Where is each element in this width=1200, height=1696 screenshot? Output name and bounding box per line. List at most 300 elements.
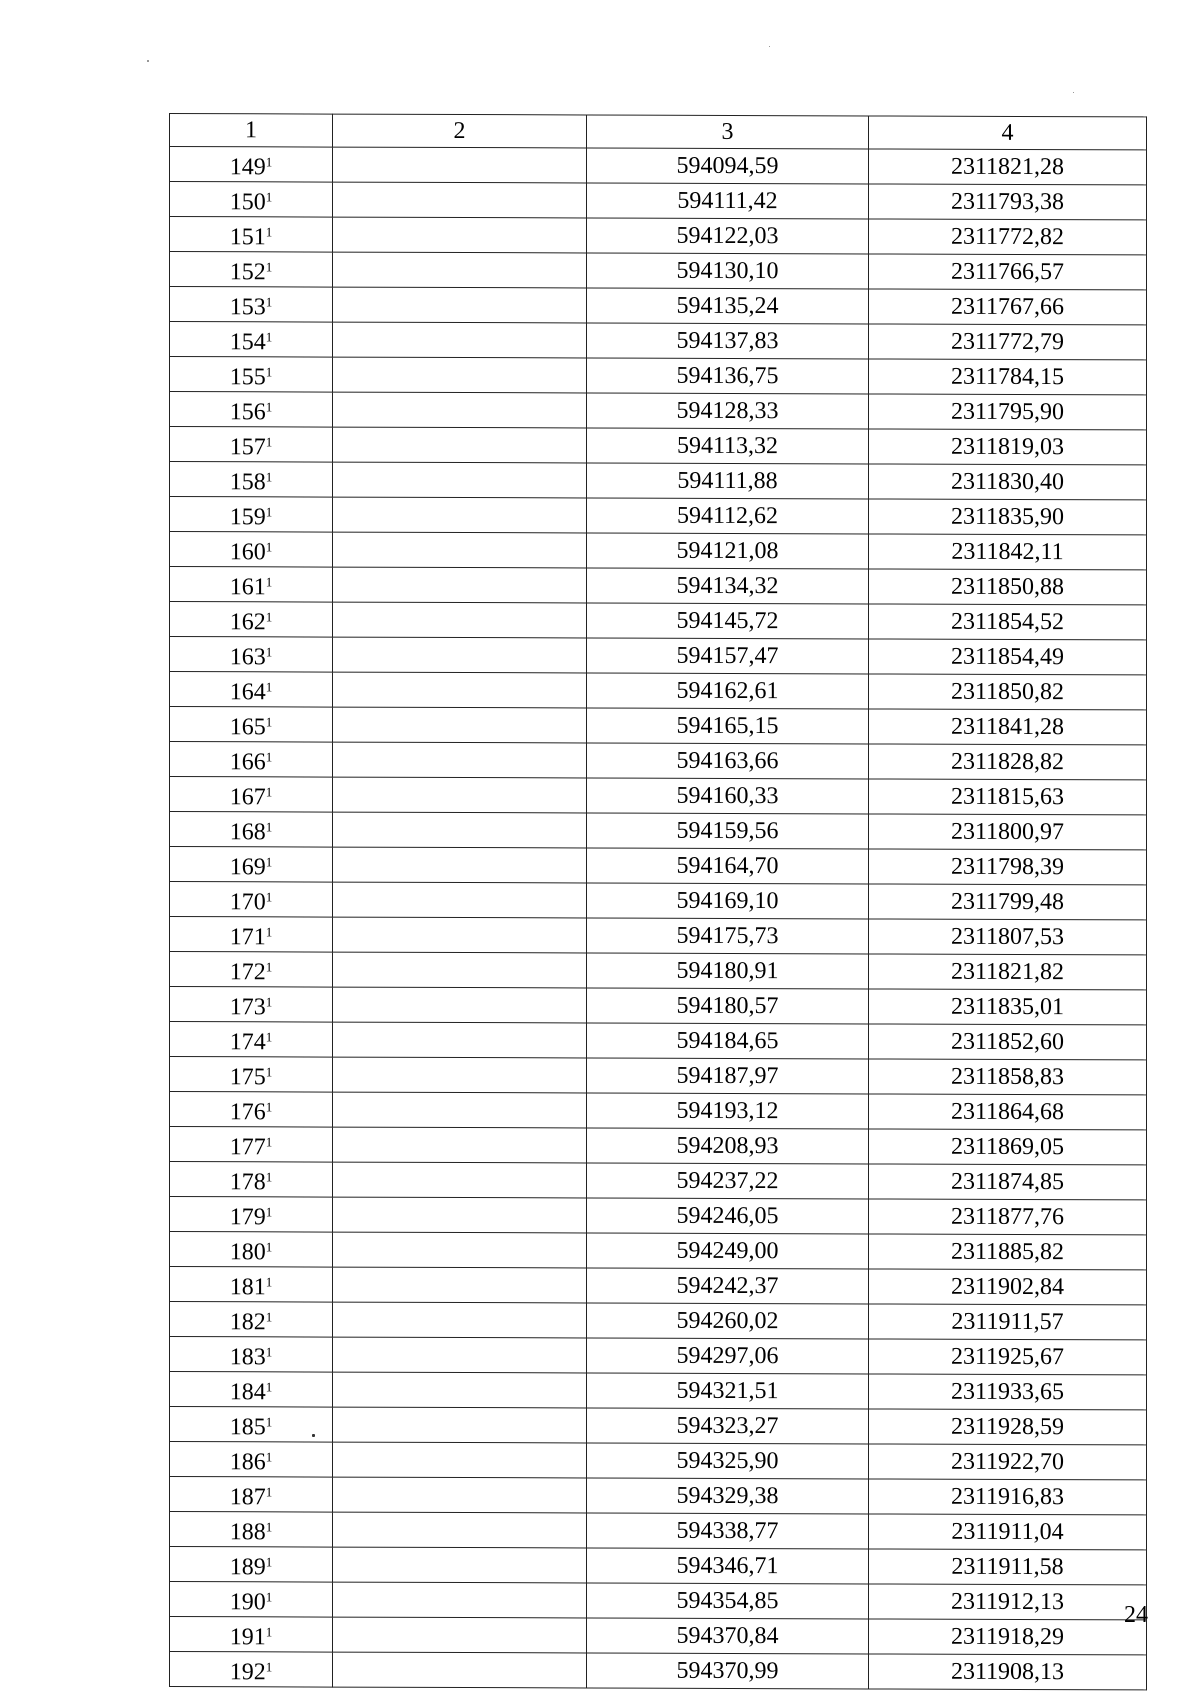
col2-cell <box>333 1477 587 1513</box>
point-number: 164 <box>229 678 266 705</box>
y-coordinate-cell: 2311854,49 <box>869 639 1147 675</box>
col2-cell <box>333 462 587 498</box>
x-coordinate-cell: 594370,84 <box>587 1618 869 1654</box>
y-coordinate-cell: 2311925,67 <box>869 1339 1147 1375</box>
table-row <box>170 671 1147 709</box>
point-number-cell <box>170 146 333 182</box>
y-coordinate-cell: 2311911,58 <box>869 1549 1147 1585</box>
point-superscript: 1 <box>265 923 273 939</box>
point-number-cell <box>170 741 333 777</box>
x-coordinate-cell: 594242,37 <box>587 1268 869 1304</box>
table-row <box>170 776 1147 814</box>
point-superscript: 1 <box>265 1343 273 1359</box>
point-number-cell <box>170 461 333 497</box>
col2-cell <box>333 427 587 463</box>
col2-cell <box>333 532 587 568</box>
x-coordinate-cell: 594370,99 <box>587 1653 869 1689</box>
point-number: 188 <box>229 1518 266 1545</box>
table-row <box>170 1371 1147 1409</box>
y-coordinate-cell: 2311799,48 <box>869 884 1147 920</box>
col2-cell <box>333 1197 587 1233</box>
point-number-cell <box>170 636 333 672</box>
table-row <box>170 811 1147 849</box>
x-coordinate-cell: 594162,61 <box>587 673 869 709</box>
point-number-cell <box>170 1616 333 1652</box>
y-coordinate-cell: 2311841,28 <box>869 709 1147 745</box>
point-number-cell <box>170 1441 333 1477</box>
point-number: 163 <box>229 643 266 670</box>
y-coordinate-cell: 2311800,97 <box>869 814 1147 850</box>
point-superscript: 1 <box>265 678 273 694</box>
point-superscript: 1 <box>265 258 273 274</box>
col2-cell <box>333 1337 587 1373</box>
point-number-cell <box>170 1336 333 1372</box>
y-coordinate-cell: 2311828,82 <box>869 744 1147 780</box>
point-number-cell <box>170 1546 333 1582</box>
point-number-cell <box>170 881 333 917</box>
x-coordinate-cell: 594128,33 <box>587 393 869 429</box>
point-superscript: 1 <box>265 1238 273 1254</box>
point-number-cell <box>170 321 333 357</box>
x-coordinate-cell: 594321,51 <box>587 1373 869 1409</box>
scan-speck <box>769 46 770 47</box>
col2-cell <box>333 1407 587 1443</box>
col2-cell <box>333 1232 587 1268</box>
table-row <box>170 706 1147 744</box>
table-row <box>170 881 1147 919</box>
point-superscript: 1 <box>265 643 273 659</box>
point-number: 166 <box>229 748 266 775</box>
point-superscript: 1 <box>265 958 273 974</box>
point-number: 158 <box>229 468 266 495</box>
x-coordinate-cell: 594175,73 <box>587 918 869 954</box>
point-number-cell <box>170 426 333 462</box>
point-number-cell <box>170 1056 333 1092</box>
y-coordinate-cell: 2311793,38 <box>869 184 1147 220</box>
x-coordinate-cell: 594180,57 <box>587 988 869 1024</box>
table-row <box>170 566 1147 604</box>
x-coordinate-cell: 594246,05 <box>587 1198 869 1234</box>
x-coordinate-cell: 594169,10 <box>587 883 869 919</box>
x-coordinate-cell: 594134,32 <box>587 568 869 604</box>
point-number-cell <box>170 1161 333 1197</box>
point-number: 155 <box>229 363 266 390</box>
point-superscript: 1 <box>265 1028 273 1044</box>
point-number-cell <box>170 1301 333 1337</box>
x-coordinate-cell: 594325,90 <box>587 1443 869 1479</box>
point-superscript: 1 <box>265 748 273 764</box>
table-body <box>170 146 1147 1689</box>
point-superscript: 1 <box>265 503 273 519</box>
y-coordinate-cell: 2311821,82 <box>869 954 1147 990</box>
x-coordinate-cell: 594113,32 <box>587 428 869 464</box>
col2-cell <box>333 287 587 323</box>
point-superscript: 1 <box>265 1658 273 1674</box>
point-number: 174 <box>229 1028 266 1055</box>
point-superscript: 1 <box>265 713 273 729</box>
point-superscript: 1 <box>265 1133 273 1149</box>
col2-cell <box>333 147 587 183</box>
y-coordinate-cell: 2311821,28 <box>869 149 1147 185</box>
point-number: 161 <box>229 573 266 600</box>
x-coordinate-cell: 594208,93 <box>587 1128 869 1164</box>
point-number-cell <box>170 566 333 602</box>
point-number-cell <box>170 1511 333 1547</box>
table-row <box>170 216 1147 254</box>
point-superscript: 1 <box>265 608 273 624</box>
point-number: 176 <box>229 1098 266 1125</box>
x-coordinate-cell: 594121,08 <box>587 533 869 569</box>
x-coordinate-cell: 594159,56 <box>587 813 869 849</box>
point-number-cell <box>170 671 333 707</box>
point-number-cell <box>170 531 333 567</box>
point-number: 151 <box>229 223 266 250</box>
point-superscript: 1 <box>265 1518 273 1534</box>
table-row <box>170 846 1147 884</box>
point-superscript: 1 <box>265 888 273 904</box>
x-coordinate-cell: 594249,00 <box>587 1233 869 1269</box>
point-number-cell <box>170 951 333 987</box>
point-number: 170 <box>229 888 266 915</box>
point-number: 152 <box>229 258 266 285</box>
y-coordinate-cell: 2311918,29 <box>869 1619 1147 1655</box>
point-number: 169 <box>229 853 266 880</box>
y-coordinate-cell: 2311858,83 <box>869 1059 1147 1095</box>
point-number: 177 <box>229 1133 266 1160</box>
col2-cell <box>333 1162 587 1198</box>
col2-cell <box>333 1092 587 1128</box>
x-coordinate-cell: 594136,75 <box>587 358 869 394</box>
point-number-cell <box>170 391 333 427</box>
point-number-cell <box>170 776 333 812</box>
col2-cell <box>333 1617 587 1653</box>
x-coordinate-cell: 594323,27 <box>587 1408 869 1444</box>
point-number-cell <box>170 846 333 882</box>
x-coordinate-cell: 594145,72 <box>587 603 869 639</box>
table-row <box>170 1511 1147 1549</box>
point-number: 181 <box>229 1273 266 1300</box>
y-coordinate-cell: 2311854,52 <box>869 604 1147 640</box>
table-row <box>170 1056 1147 1094</box>
x-coordinate-cell: 594354,85 <box>587 1583 869 1619</box>
point-number: 180 <box>229 1238 266 1265</box>
col2-cell <box>333 812 587 848</box>
point-number-cell <box>170 1371 333 1407</box>
point-superscript: 1 <box>265 433 273 449</box>
y-coordinate-cell: 2311916,83 <box>869 1479 1147 1515</box>
y-coordinate-cell: 2311766,57 <box>869 254 1147 290</box>
table-row <box>170 1196 1147 1234</box>
point-number-cell <box>170 601 333 637</box>
x-coordinate-cell: 594193,12 <box>587 1093 869 1129</box>
y-coordinate-cell: 2311852,60 <box>869 1024 1147 1060</box>
table-row <box>170 1476 1147 1514</box>
point-superscript: 1 <box>265 1168 273 1184</box>
col2-cell <box>333 497 587 533</box>
point-superscript: 1 <box>265 1623 273 1639</box>
point-superscript: 1 <box>265 538 273 554</box>
table-row <box>170 531 1147 569</box>
table-row <box>170 286 1147 324</box>
point-number: 183 <box>229 1343 266 1370</box>
col2-cell <box>333 1582 587 1618</box>
point-number-cell <box>170 811 333 847</box>
y-coordinate-cell: 2311885,82 <box>869 1234 1147 1270</box>
point-superscript: 1 <box>265 1448 273 1464</box>
col2-cell <box>333 847 587 883</box>
point-number: 160 <box>229 538 266 565</box>
table-row <box>170 1581 1147 1619</box>
table-row <box>170 1021 1147 1059</box>
point-number: 186 <box>229 1448 266 1475</box>
y-coordinate-cell: 2311922,70 <box>869 1444 1147 1480</box>
table-row <box>170 1091 1147 1129</box>
point-number: 185 <box>229 1413 266 1440</box>
table-row <box>170 496 1147 534</box>
point-number: 190 <box>229 1588 266 1615</box>
col2-cell <box>333 252 587 288</box>
point-number-cell <box>170 1126 333 1162</box>
point-superscript: 1 <box>265 188 273 204</box>
point-number: 189 <box>229 1553 266 1580</box>
y-coordinate-cell: 2311912,13 <box>869 1584 1147 1620</box>
point-number: 167 <box>229 783 266 810</box>
point-number: 171 <box>229 923 266 950</box>
point-superscript: 1 <box>265 1413 273 1429</box>
table-row <box>170 601 1147 639</box>
col2-cell <box>333 322 587 358</box>
x-coordinate-cell: 594338,77 <box>587 1513 869 1549</box>
point-number-cell <box>170 216 333 252</box>
y-coordinate-cell: 2311874,85 <box>869 1164 1147 1200</box>
table-row <box>170 741 1147 779</box>
table-row <box>170 251 1147 289</box>
point-superscript: 1 <box>265 853 273 869</box>
y-coordinate-cell: 2311908,13 <box>869 1654 1147 1690</box>
y-coordinate-cell: 2311842,11 <box>869 534 1147 570</box>
point-number: 192 <box>229 1658 266 1685</box>
scan-speck <box>147 60 149 62</box>
point-number: 154 <box>229 328 266 355</box>
point-superscript: 1 <box>265 818 273 834</box>
point-superscript: 1 <box>265 1378 273 1394</box>
table-row <box>170 181 1147 219</box>
y-coordinate-cell: 2311835,01 <box>869 989 1147 1025</box>
scan-speck <box>1073 92 1074 93</box>
point-number-cell <box>170 496 333 532</box>
coordinates-table <box>169 113 1147 1690</box>
point-number-cell <box>170 181 333 217</box>
y-coordinate-cell: 2311933,65 <box>869 1374 1147 1410</box>
header-col-4: 4 <box>869 116 1147 150</box>
x-coordinate-cell: 594111,42 <box>587 183 869 219</box>
y-coordinate-cell: 2311830,40 <box>869 464 1147 500</box>
point-number: 178 <box>229 1168 266 1195</box>
table-row <box>170 356 1147 394</box>
point-number: 162 <box>229 608 266 635</box>
point-number-cell <box>170 1231 333 1267</box>
col2-cell <box>333 637 587 673</box>
point-number: 182 <box>229 1308 266 1335</box>
point-number-cell <box>170 986 333 1022</box>
table-row <box>170 1336 1147 1374</box>
x-coordinate-cell: 594260,02 <box>587 1303 869 1339</box>
table-row <box>170 1616 1147 1654</box>
header-col-3: 3 <box>587 115 869 149</box>
point-number: 184 <box>229 1378 266 1405</box>
table-row <box>170 636 1147 674</box>
col2-cell <box>333 182 587 218</box>
header-col-1: 1 <box>170 114 333 147</box>
point-number: 187 <box>229 1483 266 1510</box>
y-coordinate-cell: 2311772,79 <box>869 324 1147 360</box>
y-coordinate-cell: 2311815,63 <box>869 779 1147 815</box>
point-superscript: 1 <box>265 468 273 484</box>
x-coordinate-cell: 594111,88 <box>587 463 869 499</box>
col2-cell <box>333 357 587 393</box>
col2-cell <box>333 1302 587 1338</box>
y-coordinate-cell: 2311772,82 <box>869 219 1147 255</box>
x-coordinate-cell: 594329,38 <box>587 1478 869 1514</box>
col2-cell <box>333 392 587 428</box>
col2-cell <box>333 742 587 778</box>
point-number: 149 <box>229 153 266 180</box>
col2-cell <box>333 882 587 918</box>
point-superscript: 1 <box>265 223 273 239</box>
col2-cell <box>333 1372 587 1408</box>
table-row <box>170 146 1147 184</box>
x-coordinate-cell: 594297,06 <box>587 1338 869 1374</box>
table-row <box>170 1161 1147 1199</box>
page-number: 24 <box>1124 1602 1148 1628</box>
point-superscript: 1 <box>265 1203 273 1219</box>
col2-cell <box>333 1512 587 1548</box>
table-row <box>170 916 1147 954</box>
point-superscript: 1 <box>265 1063 273 1079</box>
y-coordinate-cell: 2311798,39 <box>869 849 1147 885</box>
col2-cell <box>333 1547 587 1583</box>
x-coordinate-cell: 594135,24 <box>587 288 869 324</box>
point-superscript: 1 <box>265 1308 273 1324</box>
point-number: 157 <box>229 433 266 460</box>
table-row <box>170 1231 1147 1269</box>
point-superscript: 1 <box>265 1553 273 1569</box>
col2-cell <box>333 1022 587 1058</box>
x-coordinate-cell: 594157,47 <box>587 638 869 674</box>
point-superscript: 1 <box>265 398 273 414</box>
y-coordinate-cell: 2311911,57 <box>869 1304 1147 1340</box>
point-number: 175 <box>229 1063 266 1090</box>
point-superscript: 1 <box>265 1098 273 1114</box>
table-header-row <box>170 114 1147 150</box>
point-number-cell <box>170 1196 333 1232</box>
point-superscript: 1 <box>265 363 273 379</box>
point-number: 150 <box>229 188 266 215</box>
point-superscript: 1 <box>265 1588 273 1604</box>
point-number: 172 <box>229 958 266 985</box>
point-number-cell <box>170 1406 333 1442</box>
y-coordinate-cell: 2311928,59 <box>869 1409 1147 1445</box>
point-superscript: 1 <box>265 293 273 309</box>
point-number-cell <box>170 916 333 952</box>
point-number: 179 <box>229 1203 266 1230</box>
x-coordinate-cell: 594346,71 <box>587 1548 869 1584</box>
col2-cell <box>333 952 587 988</box>
table-row <box>170 321 1147 359</box>
col2-cell <box>333 567 587 603</box>
table-row <box>170 1651 1147 1689</box>
point-number-cell <box>170 1476 333 1512</box>
table-row <box>170 1301 1147 1339</box>
y-coordinate-cell: 2311902,84 <box>869 1269 1147 1305</box>
y-coordinate-cell: 2311864,68 <box>869 1094 1147 1130</box>
x-coordinate-cell: 594163,66 <box>587 743 869 779</box>
point-number: 159 <box>229 503 266 530</box>
col2-cell <box>333 707 587 743</box>
point-superscript: 1 <box>265 153 273 169</box>
y-coordinate-cell: 2311835,90 <box>869 499 1147 535</box>
point-superscript: 1 <box>265 993 273 1009</box>
y-coordinate-cell: 2311850,88 <box>869 569 1147 605</box>
x-coordinate-cell: 594165,15 <box>587 708 869 744</box>
point-superscript: 1 <box>265 1483 273 1499</box>
point-superscript: 1 <box>265 1273 273 1289</box>
scan-speck <box>312 1434 315 1437</box>
point-number: 156 <box>229 398 266 425</box>
y-coordinate-cell: 2311911,04 <box>869 1514 1147 1550</box>
x-coordinate-cell: 594187,97 <box>587 1058 869 1094</box>
point-number: 191 <box>229 1623 266 1650</box>
point-number: 173 <box>229 993 266 1020</box>
y-coordinate-cell: 2311784,15 <box>869 359 1147 395</box>
table-row <box>170 1266 1147 1304</box>
x-coordinate-cell: 594164,70 <box>587 848 869 884</box>
table-row <box>170 461 1147 499</box>
x-coordinate-cell: 594112,62 <box>587 498 869 534</box>
col2-cell <box>333 672 587 708</box>
col2-cell <box>333 1057 587 1093</box>
point-number-cell <box>170 1266 333 1302</box>
point-number-cell <box>170 1651 333 1687</box>
point-number-cell <box>170 251 333 287</box>
col2-cell <box>333 917 587 953</box>
y-coordinate-cell: 2311795,90 <box>869 394 1147 430</box>
table-row <box>170 1546 1147 1584</box>
x-coordinate-cell: 594184,65 <box>587 1023 869 1059</box>
point-number: 168 <box>229 818 266 845</box>
y-coordinate-cell: 2311877,76 <box>869 1199 1147 1235</box>
table-row <box>170 1441 1147 1479</box>
y-coordinate-cell: 2311767,66 <box>869 289 1147 325</box>
table-row <box>170 1406 1147 1444</box>
point-number: 153 <box>229 293 266 320</box>
table-row <box>170 986 1147 1024</box>
x-coordinate-cell: 594130,10 <box>587 253 869 289</box>
col2-cell <box>333 1127 587 1163</box>
point-number-cell <box>170 356 333 392</box>
x-coordinate-cell: 594122,03 <box>587 218 869 254</box>
point-number-cell <box>170 1021 333 1057</box>
table-row <box>170 951 1147 989</box>
point-superscript: 1 <box>265 783 273 799</box>
col2-cell <box>333 1442 587 1478</box>
x-coordinate-cell: 594094,59 <box>587 148 869 184</box>
y-coordinate-cell: 2311819,03 <box>869 429 1147 465</box>
table-row <box>170 391 1147 429</box>
point-number-cell <box>170 286 333 322</box>
y-coordinate-cell: 2311807,53 <box>869 919 1147 955</box>
x-coordinate-cell: 594137,83 <box>587 323 869 359</box>
